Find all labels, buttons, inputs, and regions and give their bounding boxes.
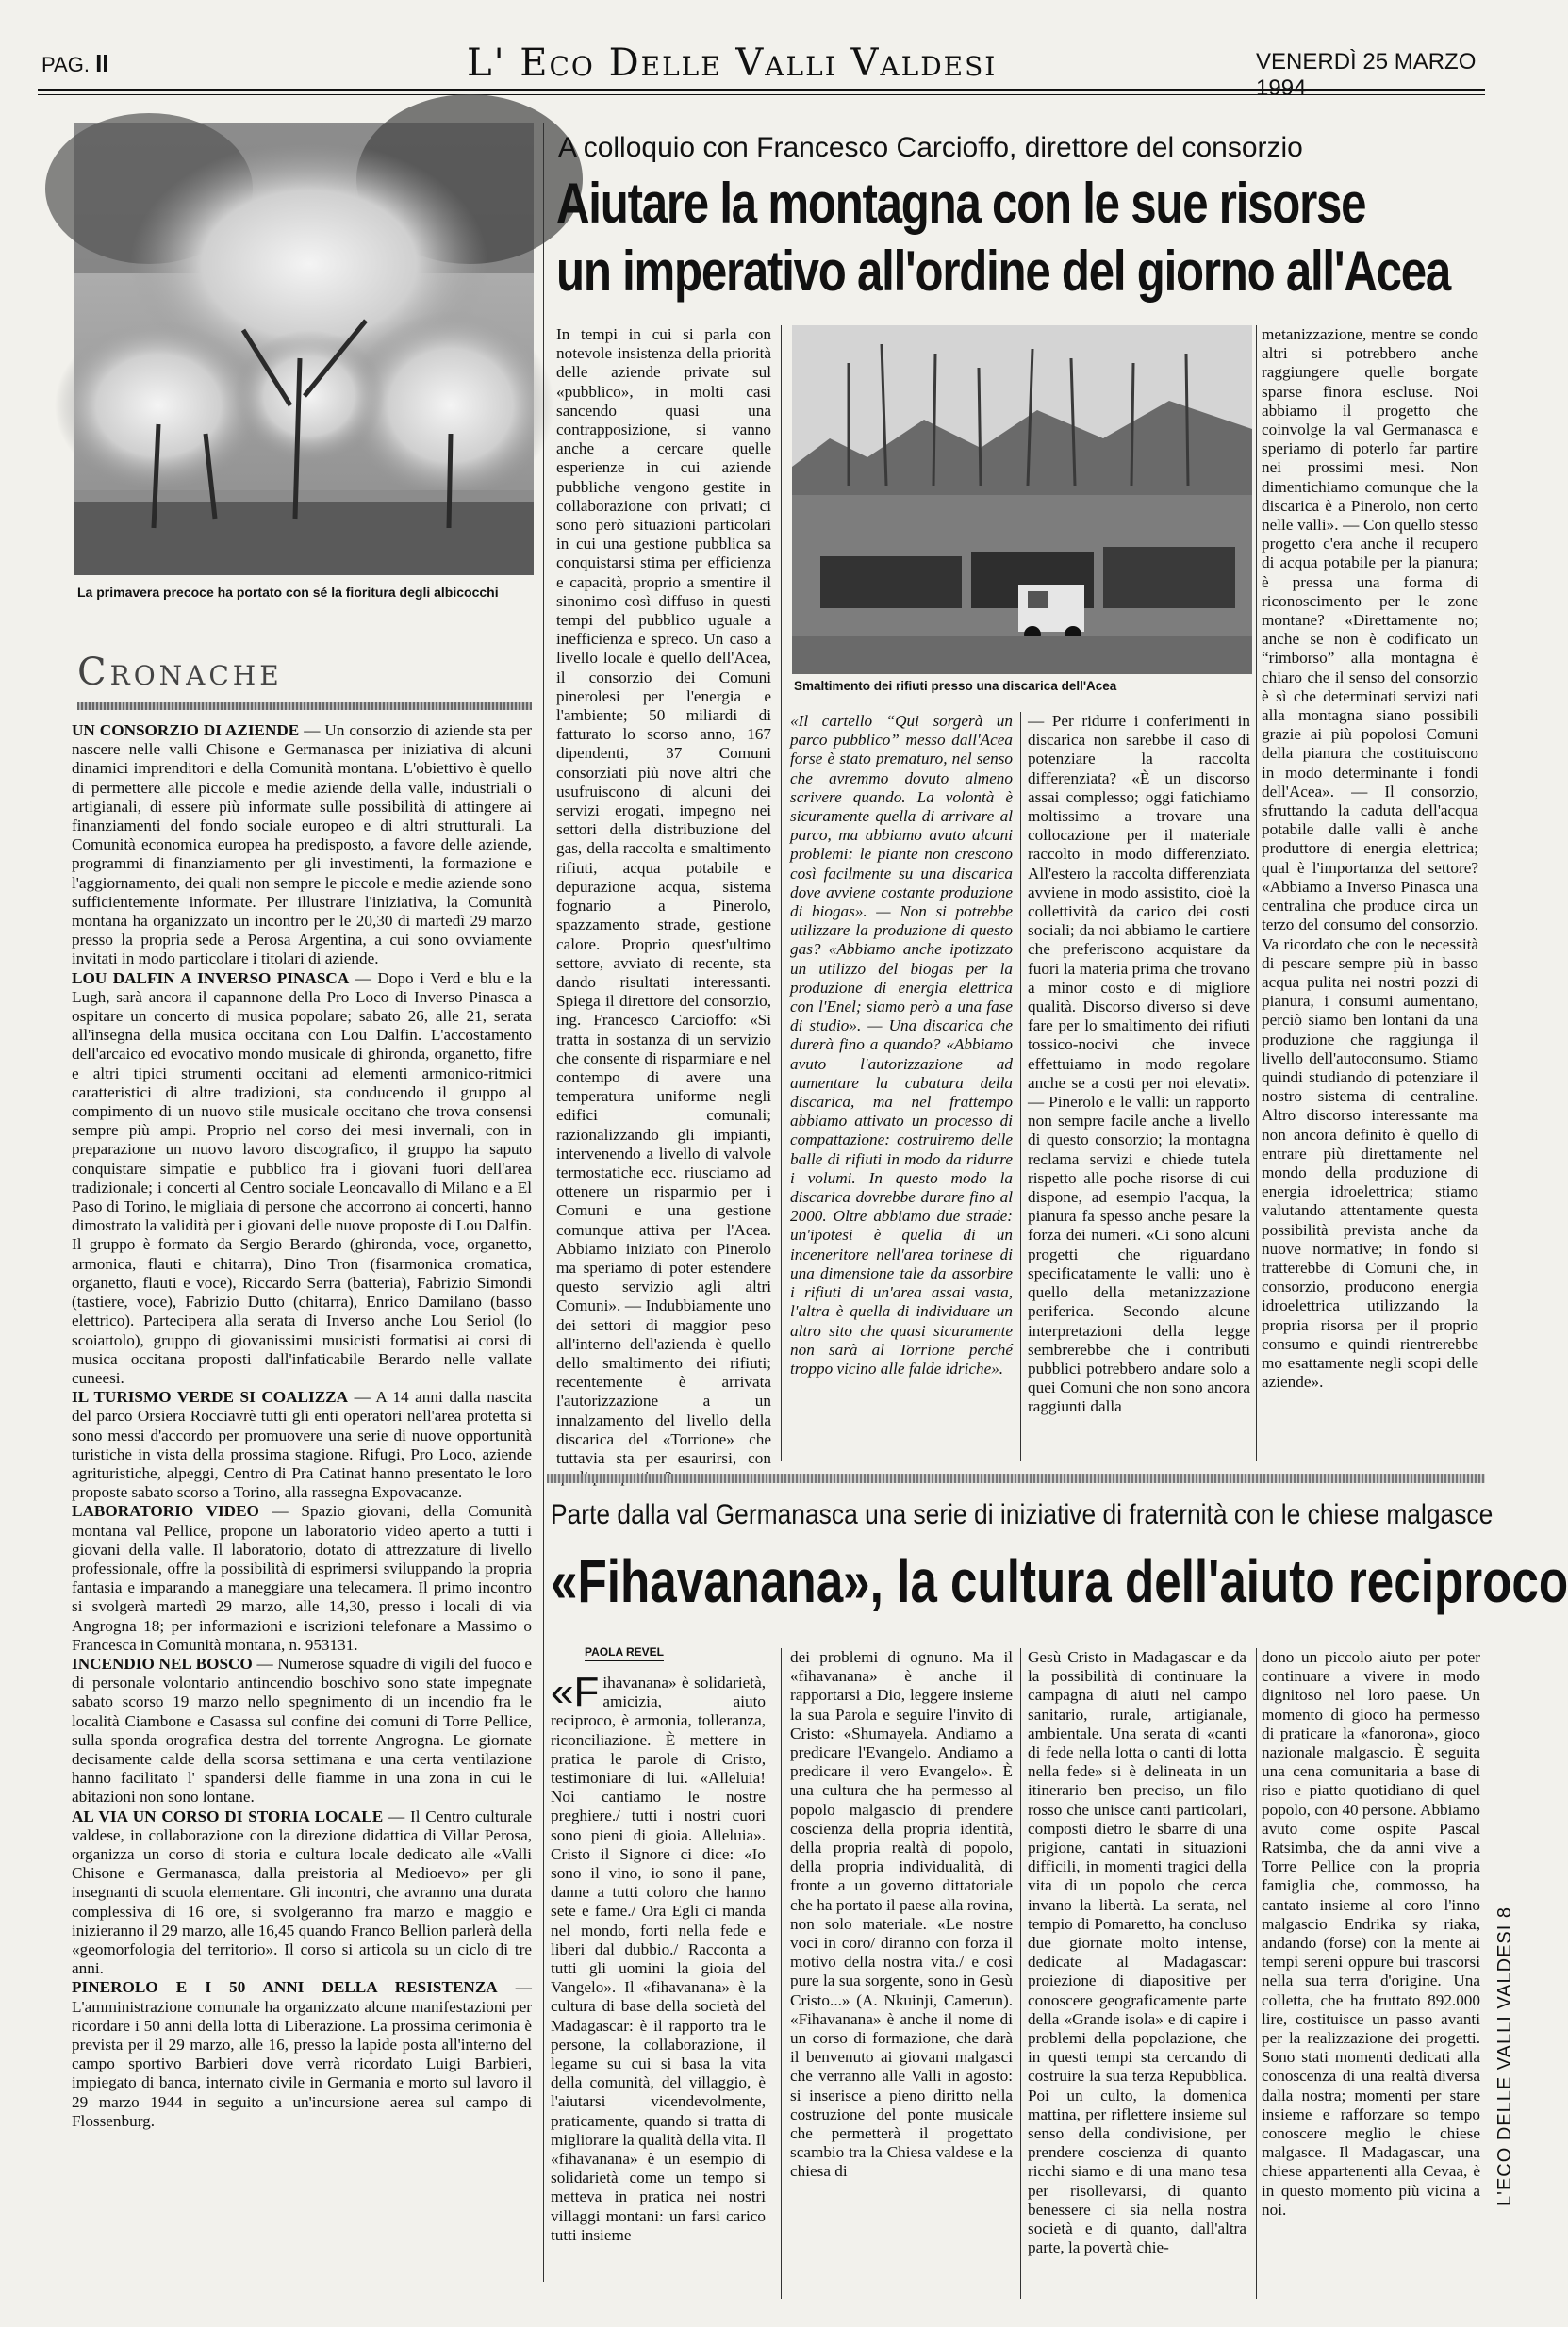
- article2-column-2: dei problemi di ognuno. Ma il «fihavanana» è anche il rapportarsi a Dio, leggere insieme la sua Parola e seguire l'invito di Cristo: «Shumayela. Andiamo a predicare l'Evangelo. Andiamo a predicare il vero Evangelo». È una cultura che ha permesso al popolo malgascio di prendere coscienza della propria identità, della propria realtà di popolo, della propria individualità, di fronte a un governo dittatoriale che ha portato il paese alla rovina, non solo materiale. «Le nostre voci in coro/ diranno con forza il motivo della nostra vita./ e così pure la sua sorgente, sono in Gesù Cristo...» (A. Nkuinji, Camerun). «Fihavanana» è anche il nome di un corso di formazione, che darà il benvenuto ai giovani malgasci che verranno alle Valli in agosto: si inserisce a pieno diritto nella costruzione del ponte musicale che permetterà il progettato scambio tra la Chiesa valdese e la chiesa di: [790, 1648, 1013, 2181]
- news-brief-text: — Dopo i Verd e blu e la Lugh, sarà ancora il capannone della Pro Loco di Inverso Pinasca a ospitare un concerto di musica popolare; sabato 26, alle 21, serata all'insegna della musica occitana con Lou Dalfin. L'accostamento dell'arcaico ed evocativo mondo musicale di ghironda, organetto, fifre e altri tipici strumenti occitani ad elementi armonico-ritmici caratteristici di altre tradizioni, sta conducendo il gruppo al compimento di un nuovo stile musicale occitano che trova consensi sempre più ampi. Proprio nel corso dei mesi invernali, con in preparazione un nuovo lavoro discografico, il gruppo ha saputo conquistare simpatie e pubblico fra i giovani fuori dell'area tradizionale; i concerti al Centro sociale Leoncavallo di Milano e a El Paso di Torino, le migliaia di persone che accorrono ai concerti, hanno dimostrato la validità per i giovani delle nuove proposte di Lou Dalfin. Il gruppo è formato da Sergio Berardo (ghironda, voce, organetto, armonica, flauti e chitarra), Dino Tron (fisarmonica cromatica, organetto, flauti e voce), Riccardo Serra (batteria), Fabrizio Simondi (tastiere, voce), Fabrizio Dutto (chitarra), Enrico Damilano (basso elettrico). Partecipera alla serata di Inverso anche Lou Seriol (lo scoiattolo), gruppo di giovanissimi musicisti formatisi ai corsi di musica occitana proposti dall'infaticabile Berardo nelle vallate cuneesi.: [72, 968, 532, 1387]
- column-divider: [1256, 325, 1257, 1461]
- news-brief-headline: IL TURISMO VERDE SI COALIZZA: [72, 1388, 349, 1407]
- column-divider: [1256, 1648, 1257, 2299]
- article2-byline: PAOLA REVEL: [585, 1645, 664, 1661]
- article1-column-1: In tempi in cui si parla con notevole insistenza della priorità delle aziende private sul «pubblico», in molti casi sancendo quasi una contrapposizione, si vanno anche a cercare quelle esperienze in cui aziende pubbliche vengono gestite in collaborazione con privati; ci sono però situazioni particolari in cui una gestione pubblica sa conquistarsi stima per efficienza e capacità, proprio a smentire il sinonimo così diffuso in questi tempi del pubblico uguale a inefficienza e spreco. Un caso a livello locale è quello dell'Acea, il consorzio dei Comuni pinerolesi per l'energia e l'ambiente; 50 miliardi di fatturato lo scorso anno, 167 dipendenti, 37 Comuni consorziati più nove altri che usufruiscono di alcuni dei servizi erogati, impegno nei settori della distribuzione del gas, della raccolta e smaltimento rifiuti, acqua potabile e depurazione acqua, sistema fognario a Pinerolo, spazzamento strade, gestione calore. Proprio quest'ultimo settore, avviato di recente, sta dando risultati interessanti. Spiega il direttore del consorzio, ing. Francesco Carcioffo: «Si tratta in sostanza di un servizio che consente di risparmiare e nel contempo di avere una temperatura uniforme negli edifici comunali; razionalizzando gli impianti, intervenendo a livello di valvole termostatiche ecc. riusciamo ad ottenere un risparmio per i Comuni e una gestione comunque attiva per l'Acea. Abbiamo iniziato con Pinerolo ma speriamo di poter estendere questo servizio agli altri Comuni». — Indubbiamente uno dei settori di maggior peso all'interno dell'azienda è quello dello smaltimento dei rifiuti; recentemente è arrivata l'autorizzazione a un innalzamento del livello della discarica del «Torrione» che tuttavia sta per esaurirsi, con: [556, 325, 771, 1467]
- section-separator: [547, 1474, 1485, 1483]
- section-rule: [77, 702, 532, 710]
- article1-column-2: «Il cartello “Qui sorgerà un parco pubblico” messo dall'Acea forse è stato prematuro, nel senso che avremmo dovuto almeno scrivere quando. La volontà è sicuramente quella di arrivare al parco, ma abbiamo avuto alcuni problemi: le piante non crescono così facilmente su una discarica dove avviene costante produzione di biogas». — Non si potrebbe utilizzare la produzione di questo gas? «Abbiamo anche ipotizzato un utilizzo del biogas per la produzione di energia elettrica con l'Enel; siamo però a una fase di studio». — Una discarica che durerà fino a quando? «Abbiamo avuto l'autorizzazione ad aumentare la cubatura della discarica, ma nel frattempo abbiamo attivato un processo di compattazione: costruiremo delle balle di rifiuti in modo da ridurre i volumi. In questo modo la discarica dovrebbe durare fino al 2000. Oltre abbiamo due strade: un'ipotesi è quella di un inceneritore nell'area torinese di una dimensione tale da assorbire i rifiuti di un'area assai vasta, l'altra è quella di individuare un altro sito che quasi sicuramente non sarà al Torrione perché troppo vicino alle falde idriche».: [790, 712, 1013, 1378]
- page-marker: II: [95, 49, 109, 77]
- news-brief-text: — Il Centro culturale valdese, in collaborazione con la direzione didattica di Villar Perosa, organizza un corso di storia e cultura locale dedicato alle «Valli Chisone e Germanasca, dalla preistoria al Medioevo» per gli insegnanti di scuola elementare. Gli incontri, che avranno una durata complessiva di 16 ore, si svolgeranno fra marzo e maggio e inizieranno il 29 marzo, alle 16,45 quando Franco Bellion parlerà della «geomorfologia del territorio». Il corso si articola su un ciclo di tre anni.: [72, 1807, 532, 1978]
- issue-date: VENERDÌ 25 MARZO 1994: [1256, 49, 1477, 101]
- news-brief-headline: INCENDIO NEL BOSCO: [72, 1654, 253, 1673]
- article1-kicker: A colloquio con Francesco Carcioffo, direttore del consorzio: [558, 132, 1303, 163]
- page-number: [41, 49, 109, 78]
- news-brief-text: — Un consorzio di aziende sta per nascere nelle valli Chisone e Germanasca per iniziativa di alcuni dinamici imprenditori e della Comunità montana. L'obiettivo è quello di permettere alle piccole e medie aziende della valle, industriali o artigianali, di essere più informate sulle possibilità di attingere ai finanziamenti del fondo sociale europeo e di altri strutturali. La Comunità economica europea ha predisposto, a favore delle aziende, programmi di finanziamento per gli investimenti, la formazione e l'aggiornamento, dei quali non sempre le piccole e medie aziende sono sufficientemente informate. Per illustrare l'iniziativa, la Comunità montana ha organizzato un incontro per le 20,30 di martedì 29 marzo presso la propria sede a Perosa Argentina, a cui sono ovviamente invitati in modo particolare i titolari di aziende.: [72, 721, 532, 968]
- masthead-rule-thin: [38, 94, 1485, 95]
- orchard-photo-caption: La primavera precoce ha portato con sé la fioritura degli albicocchi: [77, 585, 499, 600]
- news-brief: [72, 1807, 532, 1979]
- article2-column-3: Gesù Cristo in Madagascar e da la possibilità di continuare la campagna di aiuti nel campo sanitario, rurale, artigianale, ambientale. Una serata di «canti di fede nella lotta o canti di lotta nella fede» si è delineata in un itinerario ben preciso, un filo rosso che unisce canti particolari, composti dietro le sbarre di una prigione, cantati in situazioni difficili, in momenti tragici della vita di un popolo che cerca invano la libertà. La serata, nel tempio di Pomaretto, ha concluso due giornate molto intense, dedicate al Madagascar: proiezione di diapositive per conoscere geograficamente parte della «Grande isola» e di capire i problemi della popolazione, che in questi tempi sta cercando di costruire la sua terza Repubblica. Poi un culto, la domenica mattina, per riflettere insieme sul senso della condivisione, per prendere coscienza di quanto ricchi siamo e di una mano tesa per risollevarsi, di quanto benessere ci sia nella nostra società e di quanto, dall'altra parte, la povertà chie-: [1028, 1648, 1246, 2257]
- news-brief: [72, 1655, 532, 1807]
- cronache-column: [72, 721, 532, 2131]
- article1-headline-line1: Aiutare la montagna con le sue risorse: [556, 172, 1366, 235]
- news-brief: [72, 969, 532, 1388]
- landfill-image: [792, 325, 1252, 674]
- article1-headline-line2: un imperativo all'ordine del giorno all'Acea: [556, 239, 1451, 303]
- column-divider: [1020, 1648, 1021, 2299]
- page-label: PAG.: [41, 53, 90, 76]
- news-brief-text: — Spazio giovani, della Comunità montana val Pellice, propone un laboratorio video aperto a tutti i giovani della valle. Il laboratorio, dotato di attrezzature di livello professionale, offre la possibilità di esprimersi sviluppando la propria fantasia e imparando a maneggiare una telecamera. Il primo incontro si svolgerà martedì 29 marzo, alle 14,30, presso i locali di via Angrogna 18; per informazioni e iscrizioni telefonare a Massimo o Francesca in Comunità montana, n. 953131.: [72, 1502, 532, 1654]
- news-brief: [72, 1502, 532, 1655]
- article2-kicker: Parte dalla val Germanasca una serie di iniziative di fraternità con le chiese malgasce: [551, 1499, 1494, 1530]
- article1-column-3: — Per ridurre i conferimenti in discarica non sarebbe il caso di potenziare la raccolta differenziata? «È un discorso assai complesso; oggi fatichiamo moltissimo a trovare una collocazione per il materiale raccolto in modo differenziato. All'estero la raccolta differenziata avviene in modo assistito, cioè la collettività da carico dei costi sociali; da noi abbiamo le cartiere che preferiscono acquistare da fuori la materia prima che trovano a minor costo e di migliore qualità. Discorso diverso si deve fare per lo smaltimento dei rifiuti tossico-nocivi che invece effettuiamo in modo regolare anche se a costi per noi elevati». — Pinerolo e le valli: un rapporto non sempre facile anche a livello di questo consorzio; la montagna reclama servizi e chiede tutela rispetto alle poche risorse di cui dispone, ad esempio l'acqua, la pianura fa spesso anche pesare la forza dei numeri. «Ci sono alcuni progetti che riguardano specificatamente le valli: uno è quello della metanizzazione periferica. Secondo alcune interpretazioni della legge sembrerebbe che i contributi pubblici potrebbero andare solo a quei Comuni che non sono ancora raggiunti dalla: [1028, 712, 1250, 1416]
- news-brief-headline: PINEROLO E I 50 ANNI DELLA RESISTENZA: [72, 1978, 498, 1997]
- column-divider: [543, 123, 544, 2282]
- landfill-photo: [792, 325, 1252, 674]
- masthead-rule: [38, 89, 1485, 91]
- article2-column-4: dono un piccolo aiuto per poter continuare a vivere in modo dignitoso nel loro paese. Un momento di gioco ha permesso di praticare la «fanorona», gioco nazionale malgascio. È seguita una cena comunitaria a base di riso e piatto quotidiano di quel popolo, con 40 persone. Abbiamo avuto come ospite Pascal Ratsimba, che da anni vive a Torre Pellice con la propria famiglia che, commosso, ha cantato insieme al coro l'inno malgascio Endrika sy riaka, andando (forse) con la mente ai tempi sereni oppure bui trascorsi nella sua terra d'origine. Una colletta, che ha fruttato 892.000 lire, costituisce un passo avanti per la realizzazione dei progetti. Sono stati momenti dedicati alla conoscenza di una realtà diversa dalla nostra; momenti per stare insieme e rafforzare so tempo conoscere meglio le chiese malgasce. Il Madagascar, una chiese appartenenti alla Cevaa, è in questo momento più vicina a noi.: [1262, 1648, 1480, 2219]
- news-brief: [72, 1388, 532, 1502]
- article2-column-1-text: ihavanana» è solidarietà, amicizia, aiuto reciproco, è armonia, tolleranza, riconciliazione. È mettere in pratica le parole di Cristo, testimoniare di lui. «Alleluia! Noi cantiamo le nostre preghiere./ tutti i nostri cuori sono pieni di gioia. Alleluia». Cristo il Signore ci dice: «Io sono il vino, io sono il pane, danne a tutti coloro che hanno sete e fame./ Ora Egli ci manda nel mondo, forti nella fede e liberi dal dubbio./ Racconta a tutti gli uomini la gioia del Vangelo». Il «fihavanana» è la cultura di base della società del Madagascar: è il rapporto tra le persone, la collaborazione, il legame su cui si basa la vita della comunità, del villaggio, è l'aiutarsi vicendevolmente, praticamente, quando si tratta di migliorare la qualità della vita. Il «fihavanana» è un esempio di solidarietà come un tempo si metteva in pratica nei nostri villaggi montani: un farsi carico tutti insieme: [551, 1674, 766, 2244]
- news-brief-headline: AL VIA UN CORSO DI STORIA LOCALE: [72, 1807, 384, 1825]
- news-brief-headline: UN CONSORZIO DI AZIENDE: [72, 721, 300, 739]
- spine-text: L'ECO DELLE VALLI VALDESI 8: [1494, 1906, 1515, 2206]
- orchard-image: [74, 123, 534, 575]
- newspaper-name: L' Eco Delle Valli Valdesi: [467, 41, 998, 85]
- section-title-cronache: Cronache: [77, 651, 283, 694]
- spine-label: [1494, 1678, 1523, 2206]
- news-brief: [72, 721, 532, 969]
- news-brief-headline: LOU DALFIN A INVERSO PINASCA: [72, 968, 350, 987]
- apricot-orchard-photo: [74, 123, 534, 575]
- news-brief-text: — Numerose squadre di vigili del fuoco e di personale volontario antincendio boschivo sono state impegnate sabato scorso 19 marzo nello spegnimento di un incendio fra le località Ciambone e Casassa sul confine dei comuni di Torre Pellice, sulla sponda orografica destra del torrente Angrogna. Le giornate decisamente calde della scorsa settimana e una certa ventilazione hanno facilitato l' spandersi delle fiamme in una zona in cui le abitazioni non sono lontane.: [72, 1654, 532, 1807]
- article1-column-4: metanizzazione, mentre se condo altri si potrebbero anche raggiungere quelle borgate sparse finora escluse. Noi abbiamo il progetto che coinvolge la val Germanasca e speriamo di poterlo far partire nei prossimi mesi. Non dimentichiamo comunque che la discarica è a Pinerolo, non certo nelle valli». — Con quello stesso progetto c'era anche il recupero di acqua potabile per la pianura; è pressa una forma di riconoscimento per le zone montane? «Direttamente no; anche se non è codificato un “rimborso” alla montagna è chiaro che il senso del consorzio è sì che determinati servizi nati alla montagna siano possibili grazie ai più popolosi Comuni della pianura che costituiscono in modo determinante i fondi dell'Acea». — Il consorzio, sfruttando la caduta dell'acqua potabile dalle valli è anche produttore di energia elettrica; qual è l'importanza del settore? «Abbiamo a Inverso Pinasca una centralina che produce circa un terzo del consumo del consorzio. Va ricordato che con le necessità di pescare sempre più in basso acqua pulita nei nostri pozzi di pianura, i consumi aumentano, perciò siamo ben lontani da una produzione che raggiunga il livello dell'autoconsumo. Stiamo quindi studiando di potenziare il nostro sistema di centraline. Altro discorso interessante ma non ancora definito è quello di entrare più direttamente nel mondo della produzione di energia idroelettrica; stiamo valutando attentamente questa possibilità prevista anche da nuove normative; in fondo si tratterebbe di Comuni che, in consorzio, producono energia idroelettrica utilizzando la propria risorsa per il proprio consumo e quindi rientrerebbe mo esattamente negli scopi delle aziende».: [1262, 325, 1478, 1392]
- news-brief-headline: LABORATORIO VIDEO: [72, 1502, 259, 1521]
- article2-headline: «Fihavanana», la cultura dell'aiuto reciproco: [551, 1547, 1568, 1615]
- news-brief-text: — A 14 anni dalla nascita del parco Orsiera Rocciavrè tutti gli enti operatori nell'area protetta si sono messi d'accordo per promuovere una serie di nuove opportunità turistiche in vista della prossima stagione. Rifugi, Pro Loco, aziende agrituristiche, alpeggi, Centro di Pra Catinat hanno presentato le loro proposte sabato scorso a Torino, alla rassegna Expovacanze.: [72, 1388, 532, 1502]
- news-brief: [72, 1978, 532, 2131]
- column-divider: [781, 325, 782, 1461]
- landfill-photo-caption: Smaltimento dei rifiuti presso una discarica dell'Acea: [794, 679, 1117, 693]
- article2-dropcap: «F: [551, 1669, 600, 1715]
- column-divider: [1020, 712, 1021, 1461]
- article1-headline: [556, 170, 1451, 305]
- column-divider: [781, 1648, 782, 2299]
- news-brief-text: — L'amministrazione comunale ha organizzato alcune manifestazioni per ricordare i 50 anni della lotta di Liberazione. La prossima cerimonia è prevista per il 29 marzo, alle 16, presso la lapide posta all'interno del campo sportivo Barbieri dove verrà ricordato Luigi Barbieri, impiegato di banca, internato civile in Germania e morto sul lavoro il 29 marzo 1944 in seguito a un'incursione aerea sul campo di Flossenburg.: [72, 1978, 532, 2130]
- article2-column-1: [551, 1669, 766, 2245]
